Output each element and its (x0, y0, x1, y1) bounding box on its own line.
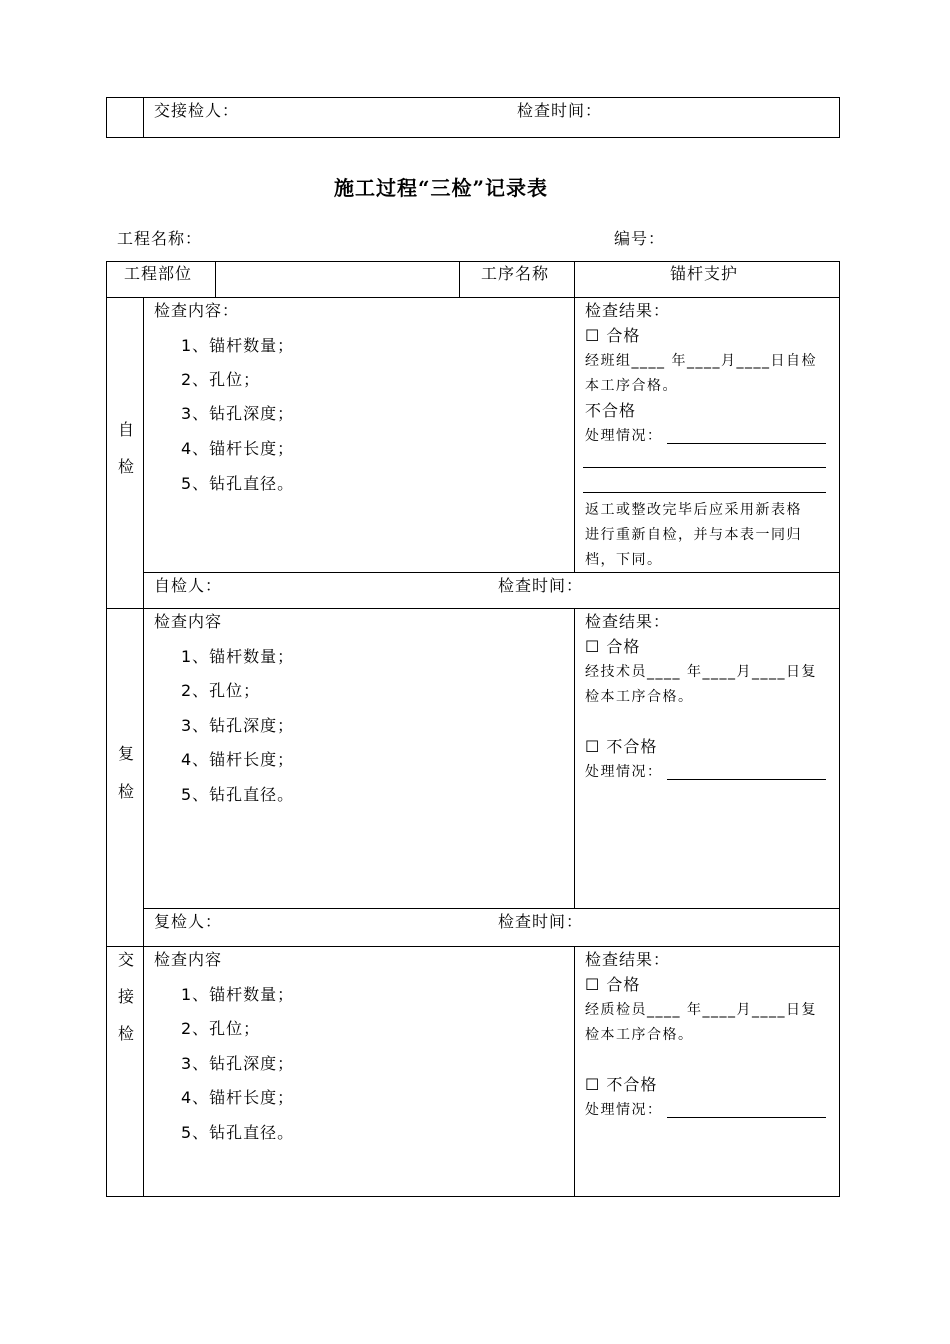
self-check-note: 进行重新自检，并与本表一同归 (585, 527, 802, 543)
self-check-item: 3、钻孔深度； (181, 404, 295, 423)
handover-item: 2、孔位； (181, 1019, 261, 1038)
handover-side-char-1: 交 (118, 950, 136, 969)
self-check-handling-line[interactable] (583, 492, 826, 493)
handover-pass-desc: 检本工序合格。 (585, 1027, 694, 1043)
re-check-item: 1、锚杆数量； (181, 647, 295, 666)
handover-pass-checkbox[interactable]: ☐ 合格 (585, 975, 641, 994)
self-check-handling-line[interactable] (583, 467, 826, 468)
self-check-note: 返工或整改完毕后应采用新表格 (585, 502, 802, 518)
re-check-result-title: 检查结果： (585, 612, 671, 631)
handover-side-char-3: 检 (118, 1024, 136, 1043)
self-check-signer-label: 自检人： (154, 576, 223, 595)
handover-item: 4、锚杆长度； (181, 1088, 295, 1107)
re-check-side-char-2: 检 (118, 782, 136, 801)
part-label: 工程部位 (124, 264, 193, 283)
self-check-pass-desc: 本工序合格。 (585, 378, 678, 394)
re-check-handling-label: 处理情况： (585, 764, 663, 780)
handover-result-title: 检查结果： (585, 950, 671, 969)
process-label: 工序名称 (481, 264, 550, 283)
top-time-label: 检查时间： (517, 101, 603, 120)
handover-content-title: 检查内容 (154, 950, 223, 969)
re-check-signer-label: 复检人： (154, 912, 223, 931)
project-name-label: 工程名称： (117, 229, 203, 248)
re-check-item: 5、钻孔直径。 (181, 785, 295, 804)
self-check-time-label: 检查时间： (498, 576, 584, 595)
re-check-pass-desc: 检本工序合格。 (585, 689, 694, 705)
self-check-result-title: 检查结果： (585, 301, 671, 320)
self-check-note: 档，下同。 (585, 552, 663, 568)
self-check-content-title: 检查内容： (154, 301, 240, 320)
re-check-item: 4、锚杆长度； (181, 750, 295, 769)
self-check-pass-desc: 经班组____ 年____月____日自检 (585, 353, 817, 369)
self-check-handling-line[interactable] (667, 443, 826, 444)
self-check-pass-checkbox[interactable]: ☐ 合格 (585, 326, 641, 345)
re-check-side-char-1: 复 (118, 744, 136, 763)
handover-handling-label: 处理情况： (585, 1102, 663, 1118)
self-check-item: 5、钻孔直径。 (181, 474, 295, 493)
handover-handling-line[interactable] (667, 1117, 826, 1118)
re-check-handling-line[interactable] (667, 779, 826, 780)
self-check-handling-label: 处理情况： (585, 428, 663, 444)
handover-side-char-2: 接 (118, 987, 136, 1006)
re-check-pass-desc: 经技术员____ 年____月____日复 (585, 664, 817, 680)
handover-item: 3、钻孔深度； (181, 1054, 295, 1073)
top-inspector-label: 交接检人： (154, 101, 240, 120)
re-check-item: 2、孔位； (181, 681, 261, 700)
process-value: 锚杆支护 (670, 264, 739, 283)
self-check-item: 2、孔位； (181, 370, 261, 389)
self-check-item: 1、锚杆数量； (181, 336, 295, 355)
re-check-fail-checkbox[interactable]: ☐ 不合格 (585, 737, 658, 756)
page-title: 施工过程“三检”记录表 (334, 176, 549, 200)
handover-pass-desc: 经质检员____ 年____月____日复 (585, 1002, 817, 1018)
self-check-fail-label[interactable]: 不合格 (585, 401, 637, 420)
self-check-side-char-1: 自 (118, 420, 136, 439)
self-check-side-char-2: 检 (118, 457, 136, 476)
re-check-content-title: 检查内容 (154, 612, 223, 631)
re-check-pass-checkbox[interactable]: ☐ 合格 (585, 637, 641, 656)
handover-item: 1、锚杆数量； (181, 985, 295, 1004)
serial-number-label: 编号： (614, 229, 666, 248)
handover-item: 5、钻孔直径。 (181, 1123, 295, 1142)
handover-fail-checkbox[interactable]: ☐ 不合格 (585, 1075, 658, 1094)
self-check-item: 4、锚杆长度； (181, 439, 295, 458)
re-check-time-label: 检查时间： (498, 912, 584, 931)
re-check-item: 3、钻孔深度； (181, 716, 295, 735)
